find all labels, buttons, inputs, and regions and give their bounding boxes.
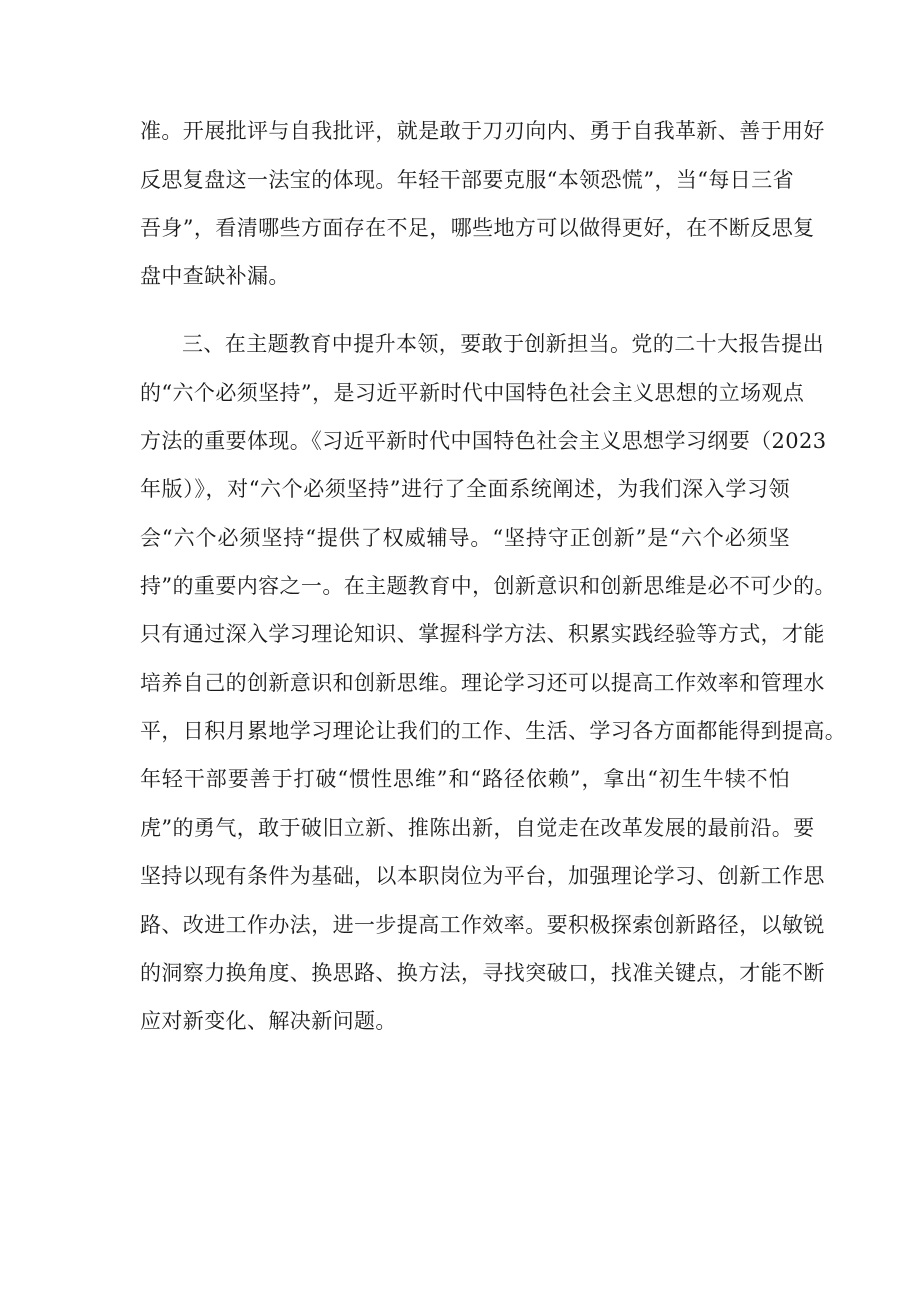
paragraph-2-line-9: 平，日积月累地学习理论让我们的工作、生活、学习各方面都能得到提高。	[140, 719, 847, 743]
paragraph-1-line-3: 吾身”，看清哪些方面存在不足，哪些地方可以做得更好，在不断反思复	[140, 216, 815, 240]
paragraph-2-line-6: 持”的重要内容之一。在主题教育中，创新意识和创新思维是必不可少的。	[140, 574, 836, 598]
paragraph-2-line-14: 的洞察力换角度、换思路、换方法，寻找突破口，找准关键点，才能不断	[140, 961, 825, 985]
paragraph-2-line-2: 的“六个必须坚持”，是习近平新时代中国特色社会主义思想的立场观点	[140, 381, 805, 405]
paragraph-2-line-11: 虎”的勇气，敢于破旧立新、推陈出新，自觉走在改革发展的最前沿。要	[140, 816, 815, 840]
paragraph-2-line-13: 路、改进工作办法，进一步提高工作效率。要积极探索创新路径，以敏锐	[140, 913, 825, 937]
paragraph-2-line-1: 三、在主题教育中提升本领，要敢于创新担当。党的二十大报告提出	[182, 332, 824, 356]
paragraph-2-line-7: 只有通过深入学习理论知识、掌握科学方法、积累实践经验等方式，才能	[140, 622, 825, 646]
paragraph-2-line-12: 坚持以现有条件为基础，以本职岗位为平台，加强理论学习、创新工作思	[140, 864, 825, 888]
paragraph-2-line-10: 年轻干部要善于打破“惯性思维”和“路径依赖”，拿出“初生牛犊不怕	[140, 767, 790, 791]
paragraph-2-line-15: 应对新变化、解决新问题。	[140, 1009, 397, 1033]
paragraph-1-line-2: 反思复盘这一法宝的体现。年轻干部要克服“本领恐慌”，当“每日三省	[140, 168, 795, 192]
paragraph-2-line-5: 会“六个必须坚持“提供了权威辅导。“坚持守正创新”是“六个必须坚	[140, 526, 790, 550]
paragraph-2-line-4: 年版）》，对“六个必须坚持”进行了全面系统阐述，为我们深入学习领	[140, 477, 790, 501]
paragraph-1-line-4: 盘中查缺补漏。	[140, 264, 290, 288]
paragraph-2-line-8: 培养自己的创新意识和创新思维。理论学习还可以提高工作效率和管理水	[140, 671, 825, 695]
paragraph-1-line-1: 准。开展批评与自我批评，就是敢于刀刃向内、勇于自我革新、善于用好	[140, 119, 825, 143]
paragraph-2-line-3: 方法的重要体现。《习近平新时代中国特色社会主义思想学习纲要（2023	[140, 429, 827, 453]
